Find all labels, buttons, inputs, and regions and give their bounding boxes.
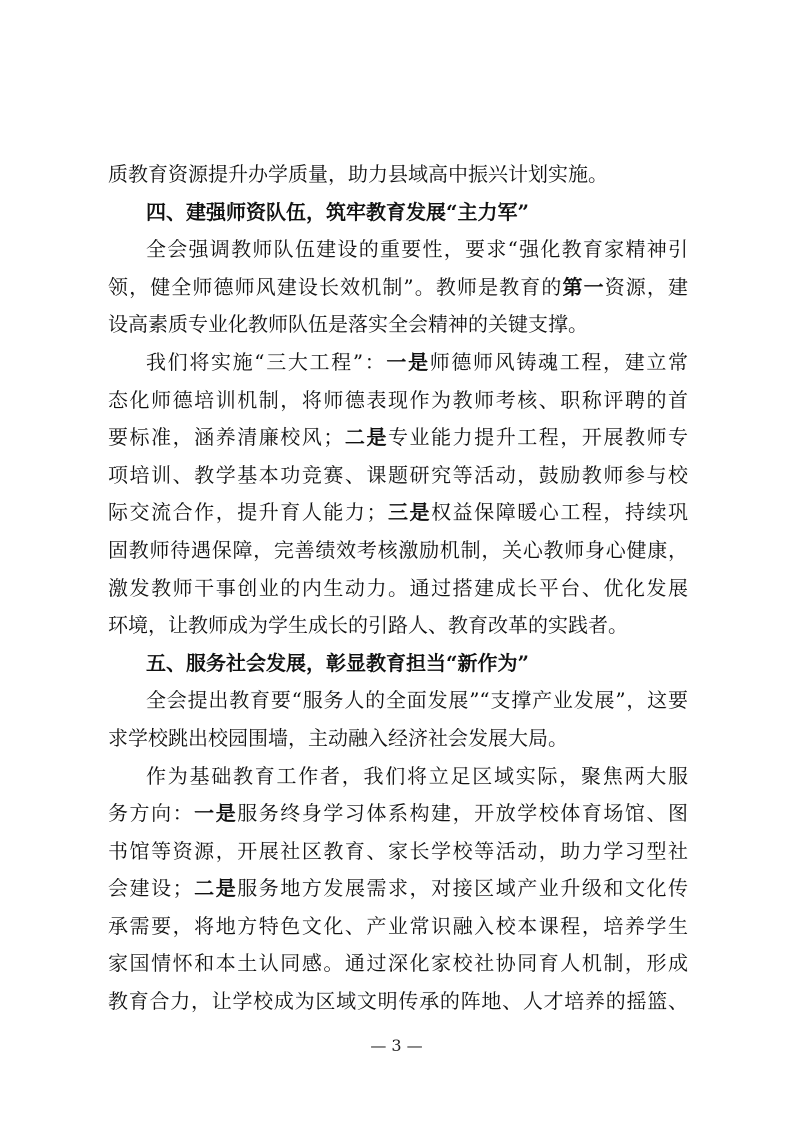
text-segment: 领，健全师德师风建设长效机制”。教师是教育的 [108,274,563,299]
text-segment: 全会提出教育要“服务人的全面发展”“支撑产业发展”，这要 [146,688,688,713]
text-segment: 环境，让教师成为学生成长的引路人、教育改革的实践者。 [108,613,628,638]
text-segment: 资源，建 [604,274,689,299]
text-segment: 书馆等资源，开展社区教育、家长学校等活动，助力学习型社 [108,838,688,863]
bold-text: 二是 [192,876,238,901]
text-line [108,570,688,608]
text-line [108,945,688,983]
text-line [108,983,688,1021]
text-line [108,795,688,833]
section-heading [108,194,688,232]
text-segment: 服务地方发展需求，对接区域产业升级和文化传 [237,876,689,901]
text-segment: 教育合力，让学校成为区域文明传承的阵地、人才培养的摇篮、 [108,989,688,1014]
text-segment: 全会强调教师队伍建设的重要性，要求“强化教育家精神引 [146,237,688,262]
text-segment: 权益保障暖心工程，持续巩 [431,500,689,525]
page-number: — 3 — [370,1036,423,1055]
text-segment: 要标准，涵养清廉校风； [108,425,344,450]
text-line [108,607,688,645]
text-segment: 作为基础教育工作者，我们将立足区域实际，聚焦两大服 [146,763,688,788]
text-segment: 务方向： [108,801,195,826]
text-segment: 求学校跳出校园围墙，主动融入经济社会发展大局。 [108,725,568,750]
text-segment: 质教育资源提升办学质量，助力县域高中振兴计划实施。 [108,162,608,186]
text-segment: 际交流合作，提升育人能力； [108,500,387,525]
text-segment: 师德师风铸魂工程，建立常 [429,349,689,374]
text-line [108,908,688,946]
text-segment: 激发教师干事创业的内生动力。通过搭建成长平台、优化发展 [108,575,688,600]
document-body [108,156,688,1021]
bold-text: 二是 [343,425,389,450]
text-line [108,194,688,232]
text-line [108,833,688,871]
text-segment: 服务终身学习体系构建，开放学校体育场馆、图 [237,801,689,826]
text-segment: 四、建强师资队伍，筑牢教育发展“主力军” [146,199,530,224]
paragraph [108,344,688,645]
paragraph [108,758,688,1021]
text-line [108,269,688,307]
text-segment: 态化师德培训机制，将师德表现作为教师考核、职称评聘的首 [108,387,688,412]
paragraph [108,156,688,194]
paragraph [108,682,688,757]
text-segment: 五、服务社会发展，彰显教育担当“新作为” [146,650,530,675]
text-line [108,419,688,457]
bold-text: 三是 [386,500,432,525]
text-segment: 设高素质专业化教师队伍是落实全会精神的关键支撑。 [108,312,588,337]
text-line [108,344,688,382]
bold-text: 一是 [194,801,238,826]
paragraph [108,231,688,344]
section-heading [108,645,688,683]
text-line [108,532,688,570]
text-line [108,156,688,194]
text-line [108,231,688,269]
text-line [108,720,688,758]
text-line [108,306,688,344]
text-segment: 我们将实施“三大工程”： [146,349,387,374]
text-segment: 会建设； [108,876,193,901]
text-line [108,382,688,420]
text-segment: 家国情怀和本土认同感。通过深化家校社协同育人机制，形成 [108,951,688,976]
text-segment: 承需要，将地方特色文化、产业常识融入校本课程，培养学生 [108,913,688,938]
text-segment: 固教师待遇保障，完善绩效考核激励机制，关心教师身心健康， [108,537,688,562]
text-segment: 专业能力提升工程，开展教师专 [388,425,689,450]
text-line [108,870,688,908]
bold-text: 第一 [562,274,605,299]
text-line [108,758,688,796]
text-line [108,645,688,683]
text-line [108,494,688,532]
text-line [108,457,688,495]
bold-text: 一是 [386,349,430,374]
text-line [108,682,688,720]
text-segment: 项培训、教学基本功竞赛、课题研究等活动，鼓励教师参与校 [108,462,688,487]
